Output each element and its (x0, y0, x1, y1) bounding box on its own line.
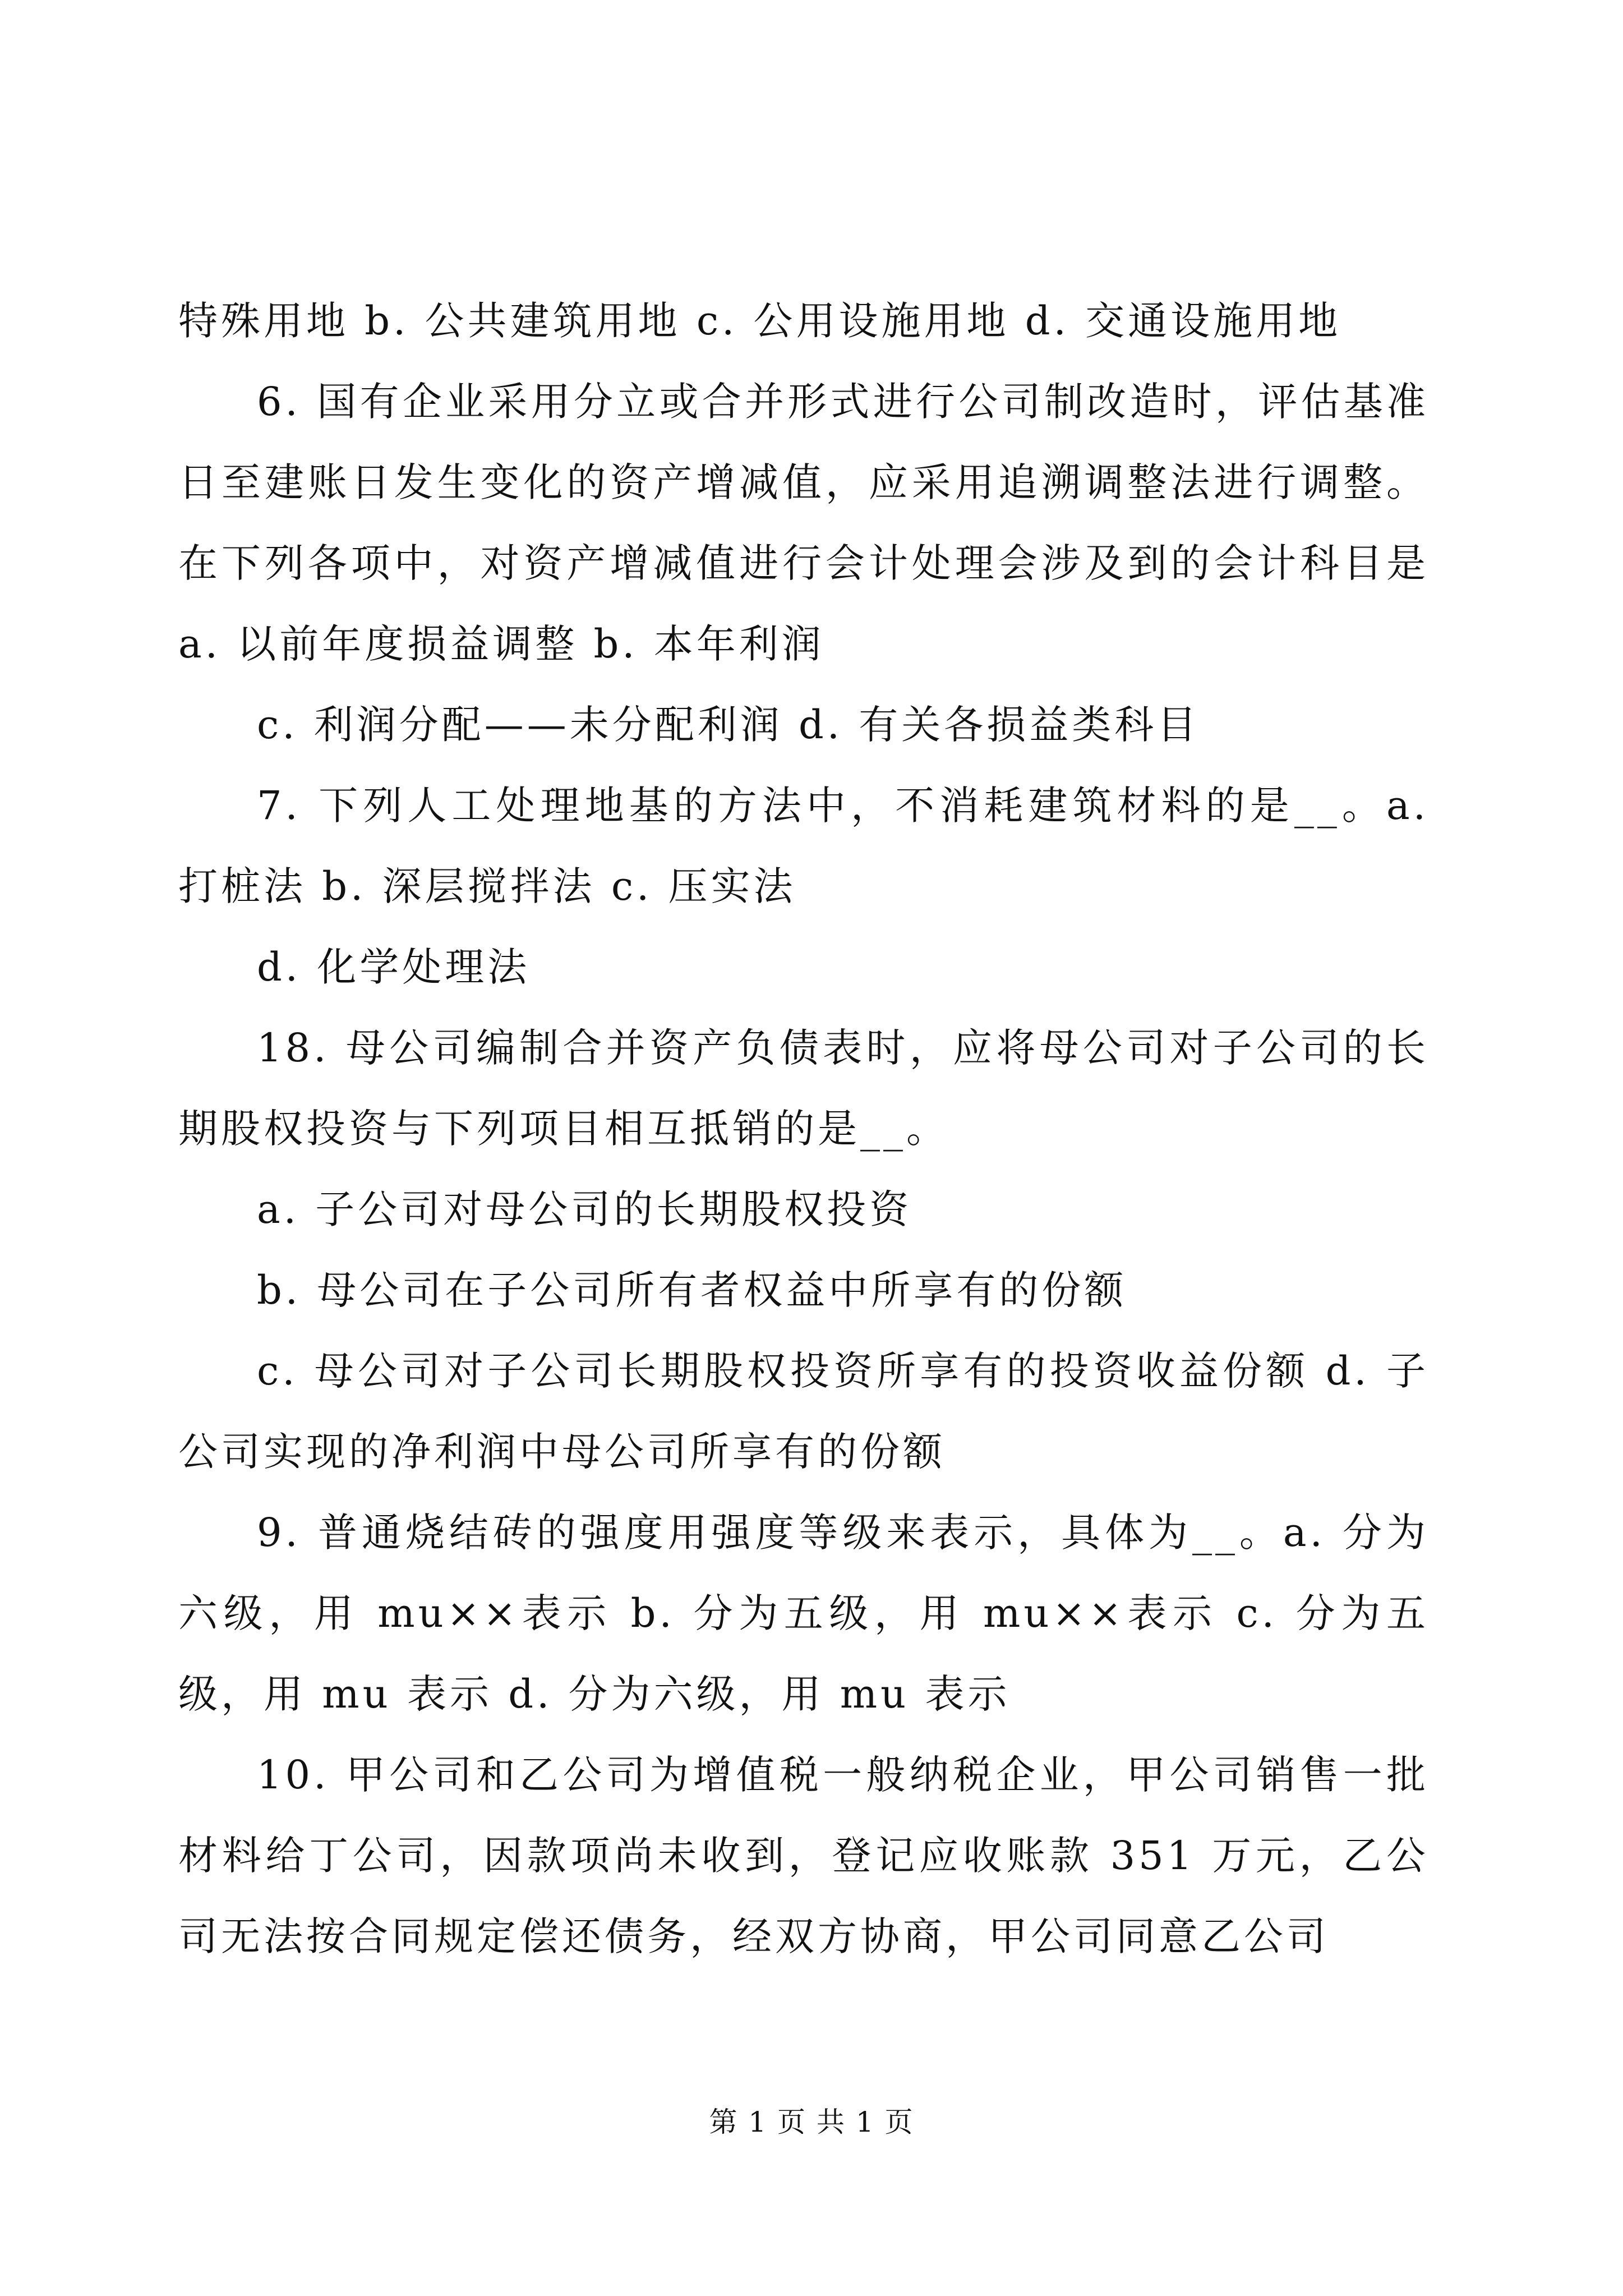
question-18-options-c-d: c. 母公司对子公司长期股权投资所享有的投资收益份额 d. 子公司实现的净利润中母公司所享有的份额 (178, 1348, 1429, 1475)
question-6: 6. 国有企业采用分立或合并形式进行公司制改造时，评估基准日至建账日发生变化的资产增减值，应采用追溯调整法进行调整。在下列各项中，对资产增减值进行会计处理会涉及到的会计科目是 a. 以前年度损益调整 b. 本年利润 (178, 379, 1429, 667)
question-9: 9. 普通烧结砖的强度用强度等级来表示，具体为__。a. 分为六级，用 mu××表示 b. 分为五级，用 mu××表示 c. 分为五级，用 mu 表示 d. 分为六级，用 mu 表示 (178, 1510, 1429, 1717)
question-7-option-d: d. 化学处理法 (257, 944, 531, 990)
question-10: 10. 甲公司和乙公司为增值税一般纳税企业，甲公司销售一批材料给丁公司，因款项尚未收到，登记应收账款 351 万元，乙公司无法按合同规定偿还债务，经双方协商，甲公司同意乙公司 (178, 1752, 1429, 1959)
question-7: 7. 下列人工处理地基的方法中，不消耗建筑材料的是__。a. 打桩法 b. 深层搅拌法 c. 压实法 (178, 783, 1429, 909)
question-18-option-a: a. 子公司对母公司的长期股权投资 (257, 1186, 912, 1232)
document-body (178, 280, 1429, 1977)
page-number-footer: 第 1 页 共 1 页 (709, 2106, 914, 2138)
paragraph-land-use-options: 特殊用地 b. 公共建筑用地 c. 公用设施用地 d. 交通设施用地 (178, 298, 1341, 344)
question-6-options-continued: c. 利润分配——未分配利润 d. 有关各损益类科目 (257, 702, 1200, 748)
question-18-option-b: b. 母公司在子公司所有者权益中所享有的份额 (257, 1267, 1127, 1313)
question-18: 18. 母公司编制合并资产负债表时，应将母公司对子公司的长期股权投资与下列项目相互抵销的是__。 (178, 1025, 1429, 1152)
